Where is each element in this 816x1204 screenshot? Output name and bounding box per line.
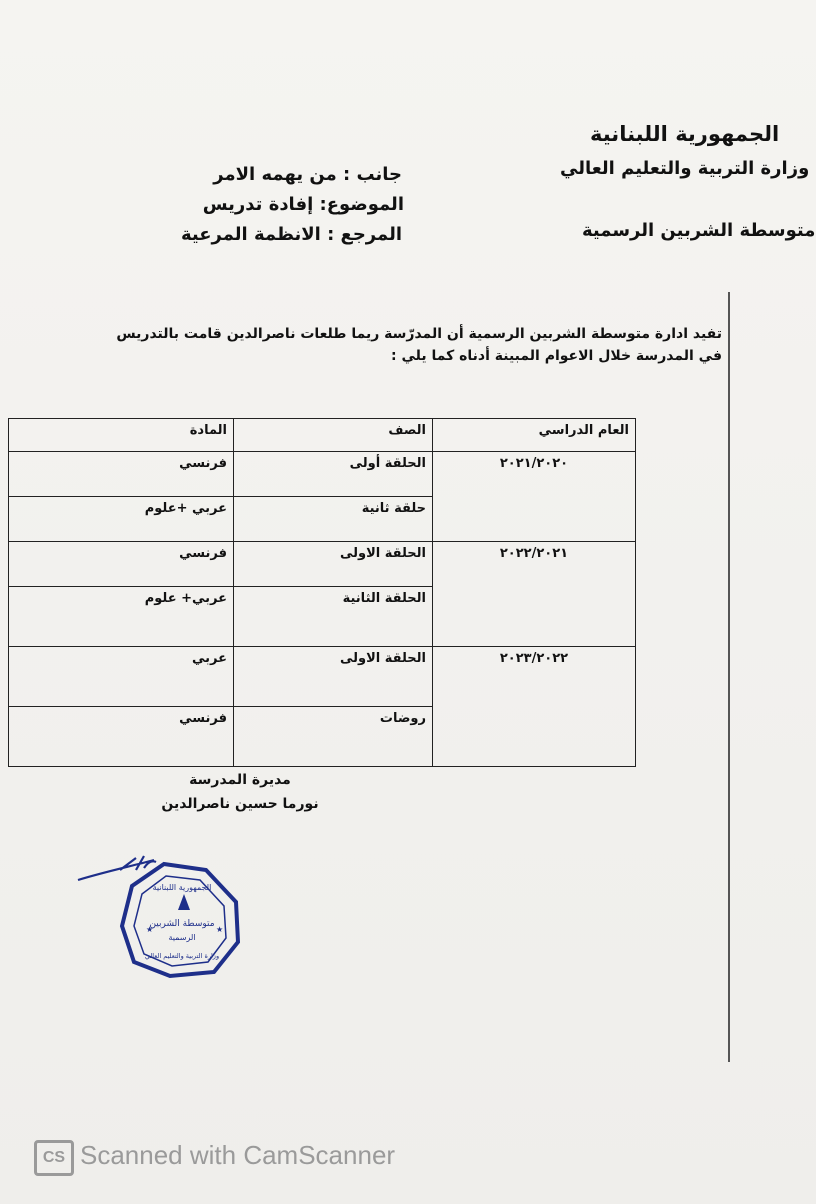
- subject-cell: عربي+ علوم: [9, 587, 234, 647]
- class-cell: الحلقة الاولى: [234, 647, 433, 707]
- camscanner-logo-icon: CS: [34, 1140, 74, 1176]
- stamp-middle-text-2: الرسمية: [168, 933, 196, 942]
- table-row: [9, 452, 636, 497]
- star-icon: ★: [146, 925, 154, 934]
- statement-line-1: تفيد ادارة متوسطة الشربين الرسمية أن المدرّسة ريما طلعات ناصرالدين قامت بالتدريس: [116, 326, 722, 342]
- class-cell: الحلقة الاولى: [234, 542, 433, 587]
- cedar-icon: [178, 894, 190, 910]
- statement-line-2: في المدرسة خلال الاعوام المبينة أدناه كما يلي :: [390, 348, 722, 364]
- table-header-row: [9, 419, 636, 452]
- subject-cell: عربي: [9, 647, 234, 707]
- teaching-table: [8, 418, 636, 767]
- signatory-role: مديرة المدرسة: [189, 772, 291, 788]
- header-class: الصف: [234, 419, 433, 452]
- subject-cell: فرنسي: [9, 542, 234, 587]
- subject-line: الموضوع: إفادة تدريس: [202, 194, 404, 215]
- class-cell: الحلقة الثانية: [234, 587, 433, 647]
- recipient-line: جانب : من يهمه الامر: [213, 164, 402, 185]
- stamp-middle-text-1: متوسطة الشربين: [149, 919, 215, 929]
- stamp-top-text: الجمهورية اللبنانية: [152, 883, 212, 892]
- margin-line: [728, 292, 730, 1062]
- year-cell: ٢٠٢٢/٢٠٢١: [433, 542, 636, 647]
- subject-cell: فرنسي: [9, 452, 234, 497]
- year-cell: ٢٠٢٣/٢٠٢٢: [433, 647, 636, 767]
- ministry-heading: وزارة التربية والتعليم العالي: [560, 158, 810, 179]
- table-row: [9, 647, 636, 707]
- republic-heading: الجمهورية اللبنانية: [590, 122, 780, 146]
- stamp-bottom-text: وزارة التربية والتعليم العالي: [144, 952, 220, 960]
- table-row: [9, 542, 636, 587]
- class-cell: الحلقة أولى: [234, 452, 433, 497]
- class-cell: روضات: [234, 707, 433, 767]
- camscanner-watermark: Scanned with CamScanner: [80, 1140, 396, 1170]
- subject-cell: عربي +علوم: [9, 497, 234, 542]
- reference-line: المرجع : الانظمة المرعية: [180, 224, 402, 245]
- year-cell: ٢٠٢١/٢٠٢٠: [433, 452, 636, 542]
- subject-cell: فرنسي: [9, 707, 234, 767]
- header-year: العام الدراسي: [433, 419, 636, 452]
- school-heading: متوسطة الشربين الرسمية: [582, 220, 816, 241]
- class-cell: حلقة ثانية: [234, 497, 433, 542]
- official-stamp: [74, 852, 249, 982]
- star-icon: ★: [216, 925, 224, 934]
- header-subject: المادة: [9, 419, 234, 452]
- signatory-name: نورما حسين ناصرالدين: [161, 796, 319, 812]
